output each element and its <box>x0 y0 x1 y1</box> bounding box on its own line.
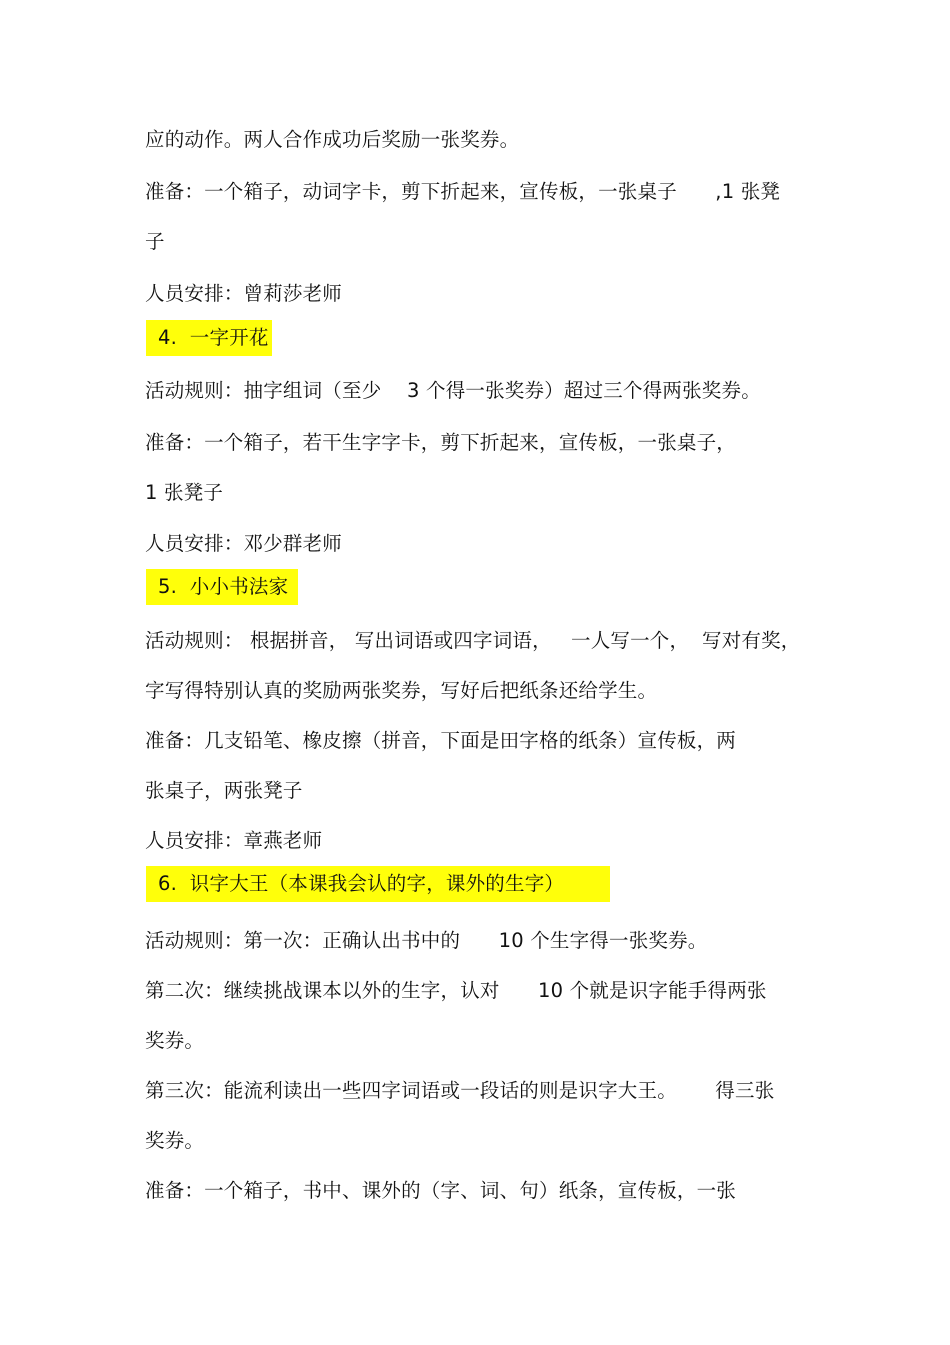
text-line: 第三次：能流利读出一些四字词语或一段话的则是识字大王。 得三张 <box>145 1079 775 1102</box>
text-line: 张桌子，两张凳子 <box>145 779 303 802</box>
text-line: 第二次：继续挑战课本以外的生字，认对 10 个就是识字能手得两张 <box>145 979 767 1002</box>
text-line: 活动规则： 根据拼音， 写出词语或四字词语， 一人写一个， 写对有奖， <box>145 629 801 652</box>
section-heading: 5. 小小书法家 <box>158 575 289 598</box>
text-line: 准备：一个箱子，动词字卡，剪下折起来，宣传板，一张桌子 ,1 张凳 <box>145 180 781 203</box>
text-line: 人员安排：邓少群老师 <box>145 532 343 555</box>
text-line: 活动规则：抽字组词（至少 3 个得一张奖券）超过三个得两张奖券。 <box>145 379 761 402</box>
section-heading-highlight <box>146 866 610 902</box>
text-line: 人员安排：章燕老师 <box>145 829 323 852</box>
text-line: 活动规则：第一次：正确认出书中的 10 个生字得一张奖券。 <box>145 929 708 952</box>
text-line: 人员安排：曾莉莎老师 <box>145 282 343 305</box>
text-line: 1 张凳子 <box>145 481 224 504</box>
text-line: 奖券。 <box>145 1029 205 1052</box>
section-heading-highlight <box>146 569 298 605</box>
section-heading-highlight <box>146 320 272 356</box>
text-line: 准备：一个箱子，若干生字字卡，剪下折起来，宣传板，一张桌子， <box>145 431 737 454</box>
section-heading: 6. 识字大王（本课我会认的字，课外的生字） <box>158 872 565 895</box>
text-line: 准备：一个箱子，书中、课外的（字、词、句）纸条，宣传板，一张 <box>145 1179 737 1202</box>
text-line: 奖券。 <box>145 1129 205 1152</box>
text-line: 子 <box>145 230 165 253</box>
text-line: 准备：几支铅笔、橡皮擦（拼音，下面是田字格的纸条）宣传板，两 <box>145 729 737 752</box>
text-line: 应的动作。两人合作成功后奖励一张奖券。 <box>145 128 520 151</box>
section-heading: 4. 一字开花 <box>158 326 269 349</box>
text-line: 字写得特别认真的奖励两张奖券，写好后把纸条还给学生。 <box>145 679 658 702</box>
